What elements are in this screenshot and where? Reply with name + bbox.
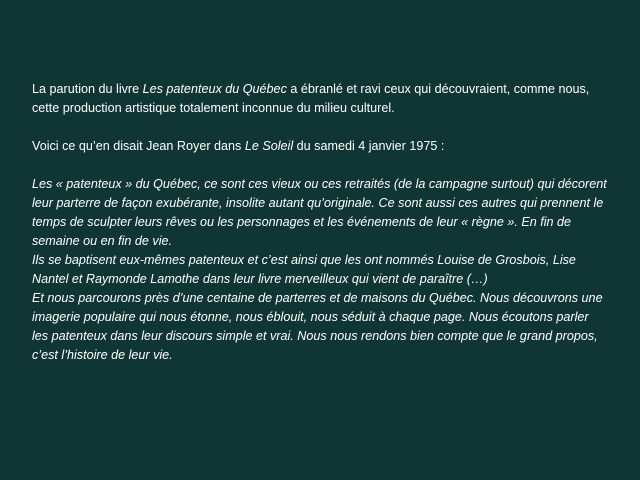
source-paragraph — [32, 137, 608, 156]
quote-paragraph-1 — [32, 175, 608, 251]
quote-text: Et nous parcourons près d’une centaine de parterres et de maisons du Québec. Nous découvrons une imagerie populaire qui nous étonne, nous éblouit, nous séduit à chaque page. Nous écoutons parler les patenteux dans leur discours simple et vrai. Nous nous rendons bien compte que le grand propos, c’est l’histoire de leur vie. — [32, 291, 603, 362]
newspaper-title: Le Soleil — [244, 139, 294, 153]
book-title: Les patenteux du Québec — [142, 82, 287, 96]
quote-text: Ils se baptisent eux-mêmes patenteux et c’est ainsi que les ont nommés Louise de Grosbois, Lise Nantel et Raymonde Lamothe dans leur livre merveilleux qui vient de paraître (…) — [32, 253, 576, 286]
quote-paragraph-3 — [32, 289, 608, 365]
intro-text-start: La parution du livre — [32, 82, 143, 96]
paragraph-gap — [32, 118, 608, 137]
source-text-start: Voici ce qu’en disait Jean Royer dans — [32, 139, 245, 153]
intro-paragraph — [32, 80, 608, 118]
paragraph-gap — [32, 156, 608, 175]
source-text-end: du samedi 4 janvier 1975 : — [293, 139, 445, 153]
intro-text-end: a ébranlé et ravi ceux qui découvraient, comme nous, cette production artistique totalement inconnue du milieu culturel. — [32, 82, 590, 115]
quote-text: Les « patenteux » du Québec, ce sont ces vieux ou ces retraités (de la campagne surtout) qui décorent leur parterre de façon exubérante, insolite autant qu’originale. Ce sont aussi ces autres qui prennent le temps de sculpter leurs rêves ou les personnages et les événements de leur « règne ». En fin de semaine ou en fin de vie. — [32, 177, 607, 248]
quote-paragraph-2 — [32, 251, 608, 289]
